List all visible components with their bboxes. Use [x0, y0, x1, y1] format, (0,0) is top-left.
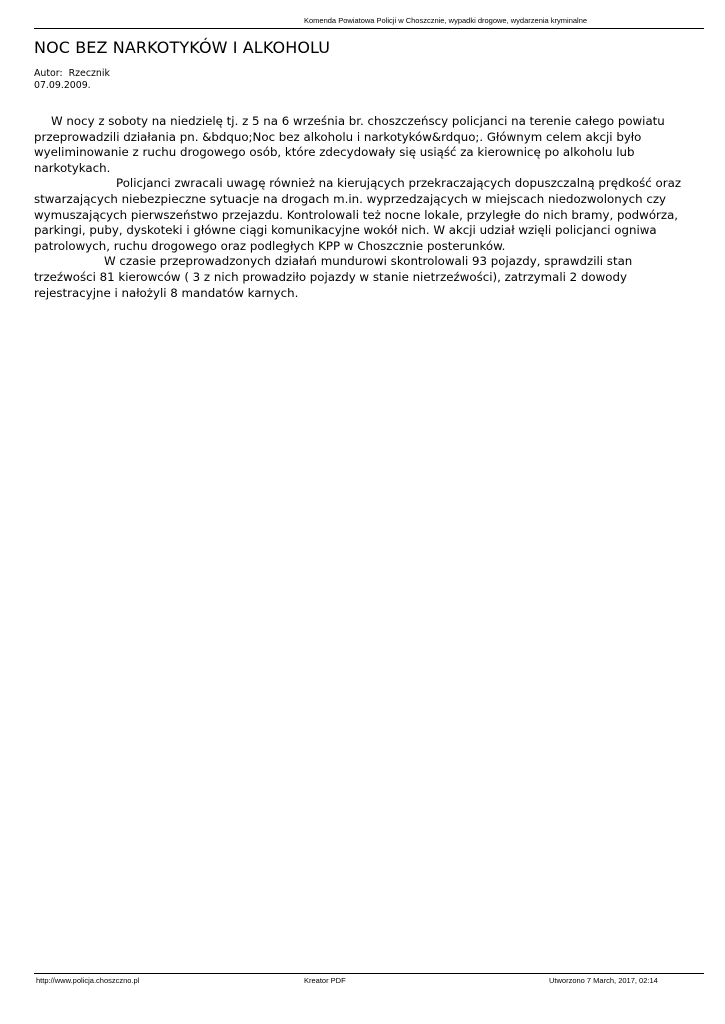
- article-author: [34, 68, 110, 80]
- article-body: [34, 114, 694, 301]
- footer-divider: [34, 973, 704, 974]
- article-paragraph: W nocy z soboty na niedzielę tj. z 5 na 6 września br. choszczeńscy policjanci na terenie całego powiatu przeprowadzili działania pn. &bdquo;Noc bez alkoholu i narkotyków&rdquo;. Głównym celem akcji było wyeliminowanie z ruchu drogowego osób, które zdecydowały się usiąść za kierownicę po alkoholu lub narkotykach.: [34, 114, 665, 175]
- article-paragraph: W czasie przeprowadzonych działań mundurowi skontrolowali 93 pojazdy, sprawdzili stan trzeźwości 81 kierowców ( 3 z nich prowadziło pojazdy w stanie nietrzeźwości), zatrzymali 2 dowody rejestracyjne i nałożyli 8 mandatów karnych.: [34, 254, 633, 300]
- author-name: Rzecznik: [68, 68, 110, 79]
- author-label: Autor:: [34, 68, 63, 79]
- footer-created-date: Utworzono 7 March, 2017, 02:14: [549, 976, 658, 985]
- header-divider: [34, 28, 704, 29]
- footer-url-link[interactable]: http://www.policja.choszczno.pl: [36, 976, 140, 985]
- article-paragraph: Policjanci zwracali uwagę również na kierujących przekraczających dopuszczalną prędkość oraz stwarzających niebezpieczne sytuacje na drogach m.in. wyprzedzających w miejscach niedozwolonych czy wymuszających pierwszeństwo przejazdu. Kontrolowali też nocne lokale, przyległe do nich bramy, podwórza, parkingi, puby, dyskoteki i główne ciągi komunikacyjne wokół nich. W akcji udział wzięli policjanci ogniwa patrolowych, ruchu drogowego oraz podległych KPP w Choszcznie posterunków.: [34, 176, 682, 253]
- article-title: NOC BEZ NARKOTYKÓW I ALKOHOLU: [34, 38, 331, 57]
- article-date: 07.09.2009.: [34, 80, 91, 91]
- header-site-text: Komenda Powiatowa Policji w Choszcznie, wypadki drogowe, wydarzenia kryminalne: [304, 16, 588, 25]
- footer-generator: Kreator PDF: [304, 976, 346, 985]
